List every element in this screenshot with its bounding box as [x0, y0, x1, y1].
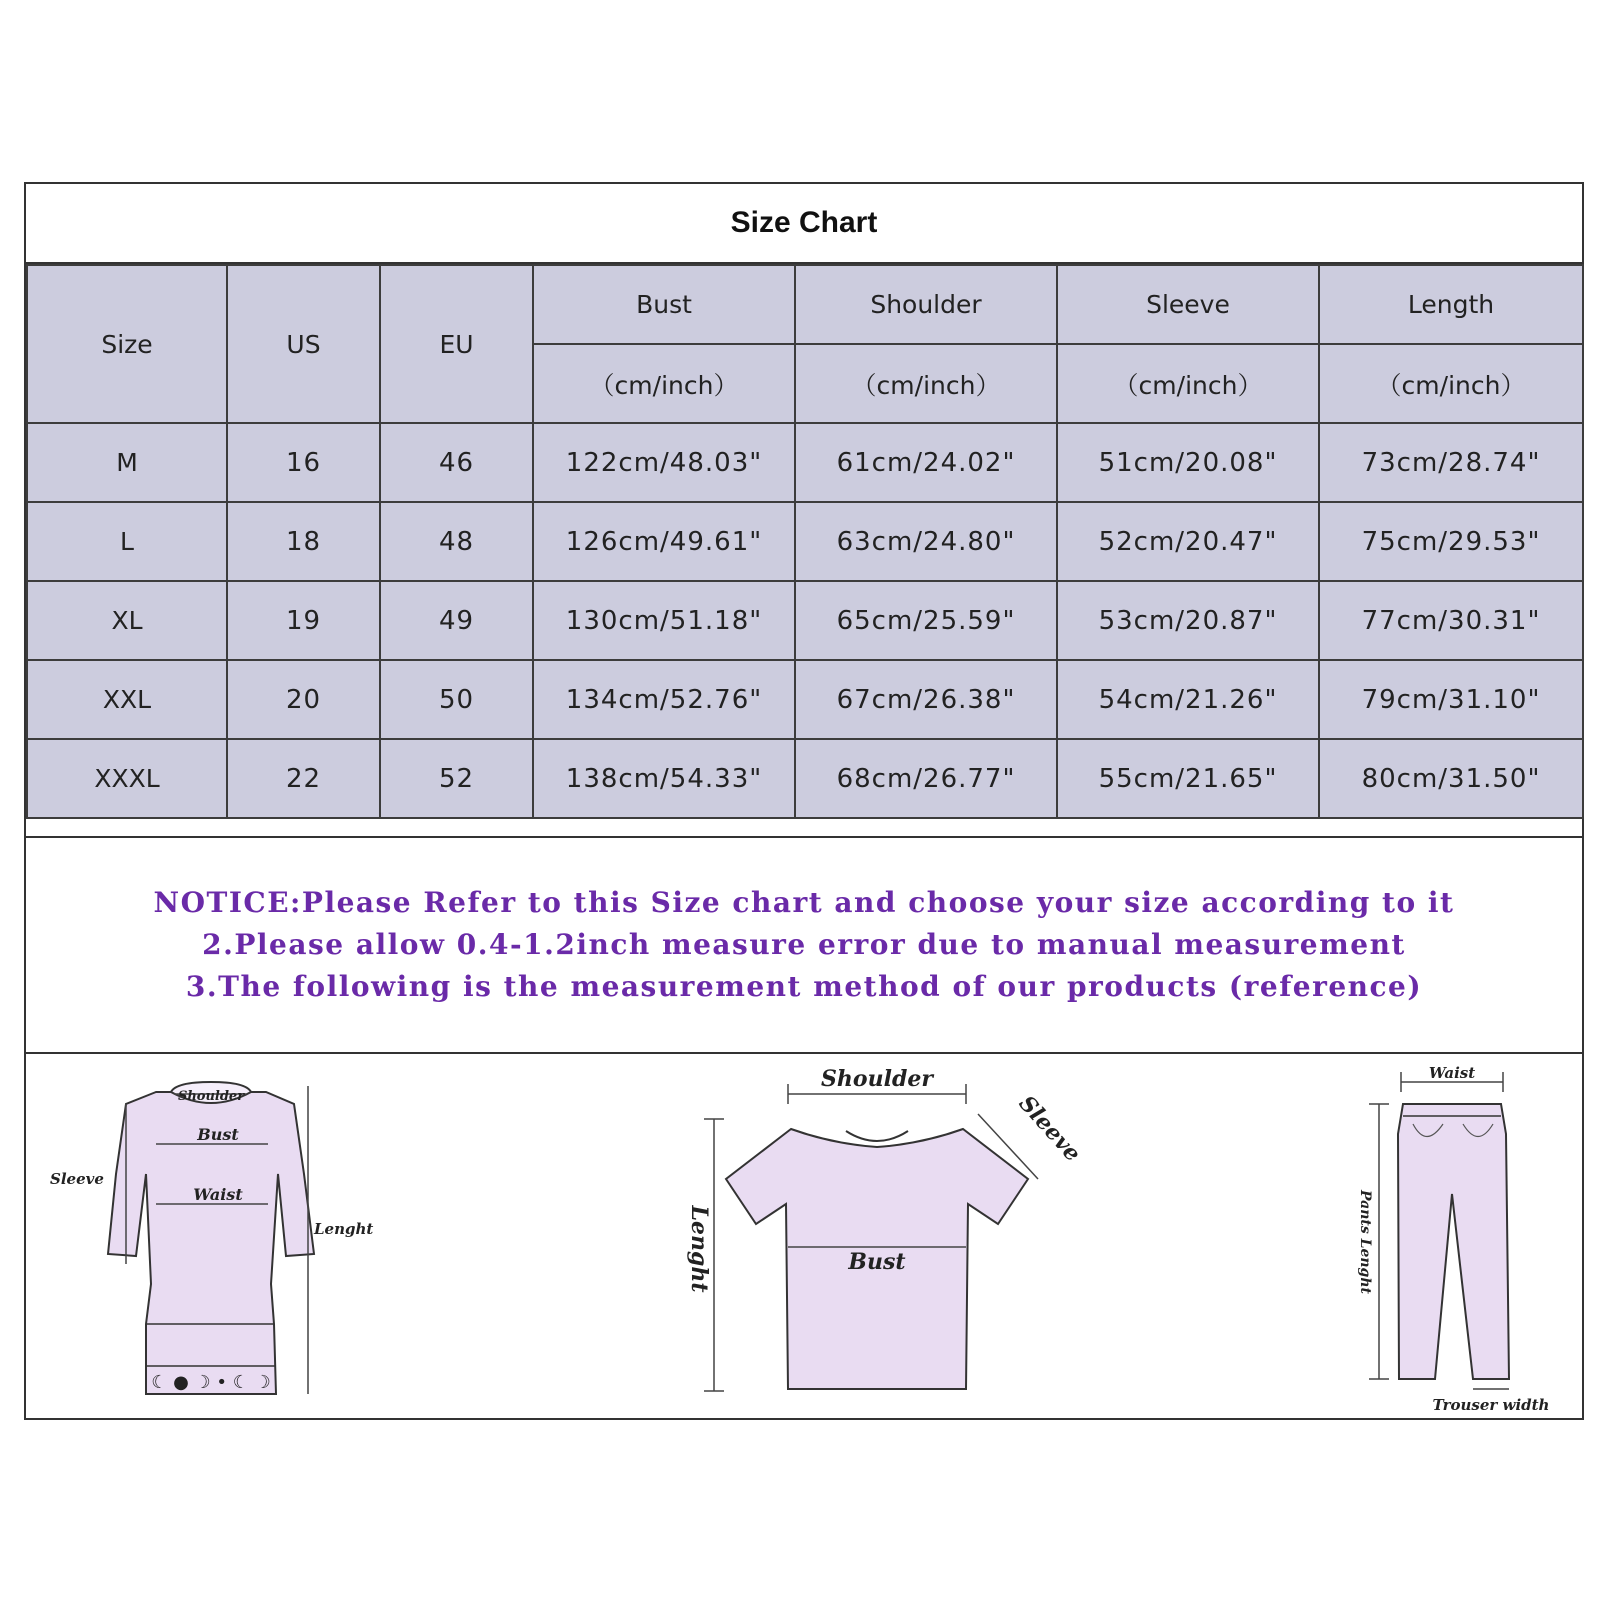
dress-diagram [46, 1064, 386, 1409]
cell-eu: 46 [380, 423, 533, 502]
size-chart-frame [24, 182, 1584, 1420]
header-length: Length [1319, 265, 1583, 344]
cell-bust: 134cm/52.76" [533, 660, 795, 739]
cell-size: XL [27, 581, 227, 660]
pants-width-label: Trouser width [1432, 1396, 1550, 1414]
cell-shoulder: 65cm/25.59" [795, 581, 1057, 660]
cell-size: L [27, 502, 227, 581]
tshirt-shoulder-label: Shoulder [821, 1066, 933, 1092]
cell-bust: 130cm/51.18" [533, 581, 795, 660]
cell-length: 77cm/30.31" [1319, 581, 1583, 660]
cell-length: 80cm/31.50" [1319, 739, 1583, 818]
tshirt-diagram [666, 1059, 1086, 1414]
cell-length: 73cm/28.74" [1319, 423, 1583, 502]
cell-shoulder: 68cm/26.77" [795, 739, 1057, 818]
dress-shoulder-label: Shoulder [177, 1089, 245, 1104]
measurement-illustrations [26, 1054, 1582, 1418]
pants-diagram [1351, 1064, 1571, 1414]
svg-text:☾ ● ☽ • ☾ ☽: ☾ ● ☽ • ☾ ☽ [151, 1372, 271, 1393]
table-row [27, 660, 1583, 739]
cell-sleeve: 53cm/20.87" [1057, 581, 1319, 660]
size-table [26, 264, 1584, 819]
table-row [27, 581, 1583, 660]
header-sleeve: Sleeve [1057, 265, 1319, 344]
tshirt-sleeve-label: Sleeve [1013, 1090, 1086, 1167]
dress-waist-label: Waist [193, 1185, 243, 1204]
header-us: US [227, 265, 380, 423]
cell-sleeve: 54cm/21.26" [1057, 660, 1319, 739]
header-bust: Bust [533, 265, 795, 344]
dress-bust-label: Bust [197, 1125, 239, 1144]
header-eu: EU [380, 265, 533, 423]
cell-bust: 126cm/49.61" [533, 502, 795, 581]
cell-bust: 122cm/48.03" [533, 423, 795, 502]
unit-shoulder: （cm/inch） [795, 344, 1057, 423]
tshirt-length-label: Lenght [686, 1205, 712, 1293]
pants-waist-label: Waist [1428, 1064, 1476, 1082]
unit-length: （cm/inch） [1319, 344, 1583, 423]
table-row [27, 423, 1583, 502]
notice-line-1: NOTICE:Please Refer to this Size chart and choose your size according to it [153, 886, 1455, 919]
tshirt-bust-label: Bust [848, 1249, 906, 1275]
table-row [27, 502, 1583, 581]
cell-us: 16 [227, 423, 380, 502]
cell-size: XXL [27, 660, 227, 739]
cell-bust: 138cm/54.33" [533, 739, 795, 818]
cell-shoulder: 63cm/24.80" [795, 502, 1057, 581]
cell-eu: 49 [380, 581, 533, 660]
notice-line-2: 2.Please allow 0.4-1.2inch measure error due to manual measurement [202, 928, 1406, 961]
notice-line-3: 3.The following is the measurement method of our products (reference) [185, 970, 1423, 1003]
cell-sleeve: 51cm/20.08" [1057, 423, 1319, 502]
cell-shoulder: 61cm/24.02" [795, 423, 1057, 502]
cell-us: 18 [227, 502, 380, 581]
chart-title: Size Chart [26, 184, 1582, 264]
cell-eu: 48 [380, 502, 533, 581]
dress-length-label: Lenght [314, 1220, 374, 1238]
cell-eu: 50 [380, 660, 533, 739]
cell-size: XXXL [27, 739, 227, 818]
pants-length-label: Pants Lenght [1357, 1190, 1373, 1294]
header-size: Size [27, 265, 227, 423]
cell-us: 20 [227, 660, 380, 739]
header-row-measures [27, 265, 1583, 344]
header-shoulder: Shoulder [795, 265, 1057, 344]
cell-shoulder: 67cm/26.38" [795, 660, 1057, 739]
unit-sleeve: （cm/inch） [1057, 344, 1319, 423]
unit-bust: （cm/inch） [533, 344, 795, 423]
cell-eu: 52 [380, 739, 533, 818]
dress-sleeve-label: Sleeve [50, 1170, 104, 1188]
table-row [27, 739, 1583, 818]
cell-sleeve: 52cm/20.47" [1057, 502, 1319, 581]
notice-block [26, 836, 1582, 1054]
cell-us: 22 [227, 739, 380, 818]
cell-us: 19 [227, 581, 380, 660]
cell-size: M [27, 423, 227, 502]
cell-sleeve: 55cm/21.65" [1057, 739, 1319, 818]
cell-length: 75cm/29.53" [1319, 502, 1583, 581]
cell-length: 79cm/31.10" [1319, 660, 1583, 739]
